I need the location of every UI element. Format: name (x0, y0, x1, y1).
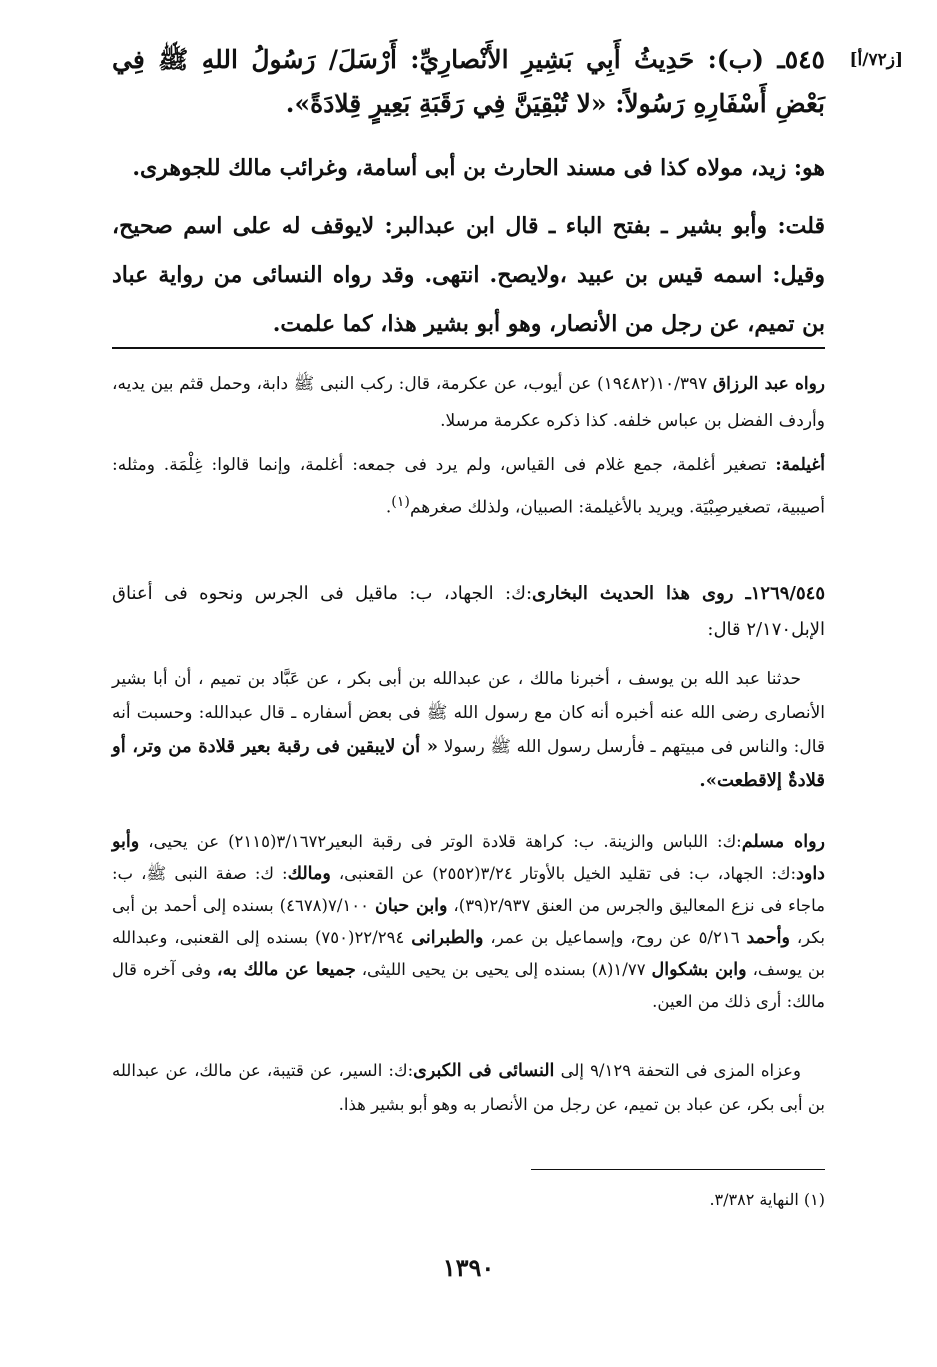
hadith-heading-text: حَدِيثُ أَبِي بَشِيرِ الأَنْصارِيِّ: أَرْسَلَ/ رَسُولُ اللهِ ﷺ فِي بَعْضِ أَسْفَارِهِ رَسُولاً: (112, 45, 825, 118)
ref-detail: ٥/٢١٦ عن روح، وإسماعيل بن عمر، (483, 928, 747, 947)
commentary-line-1: هو: زيد، مولاه كذا فى مسند الحارث بن أبى أسامة، وغرائب مالك للجوهرى. (132, 155, 825, 181)
footnote: (١) النهاية ٣/٣٨٢. (709, 1190, 825, 1209)
ref-source: جميعا عن مالك به، (216, 960, 356, 980)
ref-detail: ٧/١٠٠(٤٦٧٨) بسنده إلى أحمد بن أبى بكر، (112, 896, 825, 947)
section-2-references (112, 826, 825, 1017)
commentary-paragraph-2: قلت: وأبو بشير ـ بفتح الباء ـ قال ابن عبدالبر: لايوقف له على اسم صحيح، وقيل: اسمه قيس بن عبيد ،ولايصح. انتهى. وقد رواه النسائى من رواية عباد بن تميم، عن رجل من الأنصار، وهو أبو بشير هذا، كما علمت. (112, 213, 826, 337)
section-2-source: :ك: الجهاد، ب: ماقيل فى الجرس ونحوه فى أعناق الإبل٢/١٧٠ قال: (112, 583, 825, 640)
ref-detail: ٢٢/٢٩٤(٧٥٠) بسنده إلى القعنبى، وعبدالله بن يوسف، (112, 928, 826, 979)
note-abdulrazzaq (112, 366, 825, 440)
isnad-text: حدثنا عبد الله بن يوسف ، أخبرنا مالك ، عن عبدالله بن أبى بكر ، عن عَبَّاد بن تميم ، أن أبا بشير الأنصارى رضى الله عنه أخبره أنه كان مع رسول الله ﷺ فى بعض أسفاره ـ قال عبدالله: وحسبت أنه قال: والناس فى مبيتهم ـ فأرسل رسول الله ﷺ رسولا (112, 669, 826, 757)
note-2-lead: أغيلمة: (775, 455, 825, 475)
section-divider (112, 347, 825, 349)
section-2-hadith-text (112, 662, 825, 798)
main-hadith-heading (112, 38, 825, 126)
note-1-text: ١٠/٣٩٧(١٩٤٨٢) عن أيوب، عن عكرمة، قال: ركب النبى ﷺ دابة، وحمل قثم بين يديه، وأردف الفضل بن عباس خلفه. كذا ذكره عكرمة مرسلا. (112, 374, 825, 431)
note-ughaylima: أغيلمة: تصغير أغلمة، جمع غلام فى القياس، ولم يرد فى جمعه: أغلمة، وإنما قالوا: غِلْمَة. ومثله: أصيبية، تصغيرصِبْيَة. ويريد بالأغيلمة: الصبيان، ولذلك صغرهم$^{(١)}$. (112, 455, 825, 518)
section-2-mizzi-note (112, 1054, 825, 1121)
ref-detail: وفى آخره قال مالك: أرى ذلك من العين. (112, 960, 825, 1011)
ref-source: وابن حبان (374, 896, 448, 916)
mizzi-pre: وعزاه المزى فى التحفة ٩/١٢٩ إلى (560, 1061, 801, 1080)
ref-source: ومالك (287, 864, 331, 884)
ref-detail: :ك: اللباس والزينة. ب: كراهة قلادة الوتر فى رقبة البعير٣/١٦٧٢(٢١١٥) عن يحيى، (139, 832, 742, 851)
ref-source: وأبو داود (112, 832, 825, 884)
footnote-divider (531, 1169, 825, 1170)
ref-source: والطبرانى (411, 928, 484, 948)
matn-text: « أن لايبقين فى رقبة بعير قلادة من وتر، أو قلادةٌ إلاقطعت». (112, 736, 825, 791)
section-2-number: ١٢٦٩/٥٤٥ـ روى هذا الحديث البخارى (532, 583, 825, 604)
ref-detail: ١/٧٧(٨) بسنده إلى يحيى بن يحيى الليثى، (355, 960, 652, 979)
ref-source: وأحمد (746, 928, 790, 948)
ref-detail: :ك: الجهاد، ب: فى تقليد الخيل بالأوتار ٣/٢٤(٢٥٥٢) عن القعنبى، (330, 864, 797, 883)
note-1-lead: رواه عبد الرزاق (712, 374, 825, 394)
page-number: ١٣٩٠ (442, 1253, 495, 1282)
mizzi-source: النسائى فى الكبرى (413, 1061, 555, 1081)
ref-source: وابن بشكوال (651, 960, 747, 980)
marginal-manuscript-ref: [ز٧٢/أ] (849, 50, 903, 70)
hadith-number: ٥٤٥ـ (ب): (707, 45, 825, 74)
note-2-text: تصغير أغلمة، جمع غلام فى القياس، ولم يرد فى جمعه: أغلمة، وإنما قالوا: غِلْمَة. ومثله: أصيبية، تصغيرصِبْيَة. ويريد بالأغيلمة: الصبيان، ولذلك صغرهم (112, 455, 825, 518)
ref-source: رواه مسلم (741, 832, 825, 852)
section-2-heading (112, 576, 825, 648)
mizzi-post: :ك: السير، عن قتيبة، عن مالك، عن عبدالله بن أبى بكر، عن عباد بن تميم، عن رجل من الأنصار به وهو أبو بشير هذا. (112, 1061, 825, 1114)
ref-detail: : ك: صفة النبى ﷺ، ب: ماجاء فى نزع المعاليق والجرس من العنق ٢/٩٣٧(٣٩)، (112, 864, 825, 915)
hadith-quote: «لا تُبْقِيَنَّ فِي رَقَبَةِ بَعِيرٍ قِلادَةً». (285, 89, 607, 118)
footnote-marker: (١) (391, 494, 410, 510)
